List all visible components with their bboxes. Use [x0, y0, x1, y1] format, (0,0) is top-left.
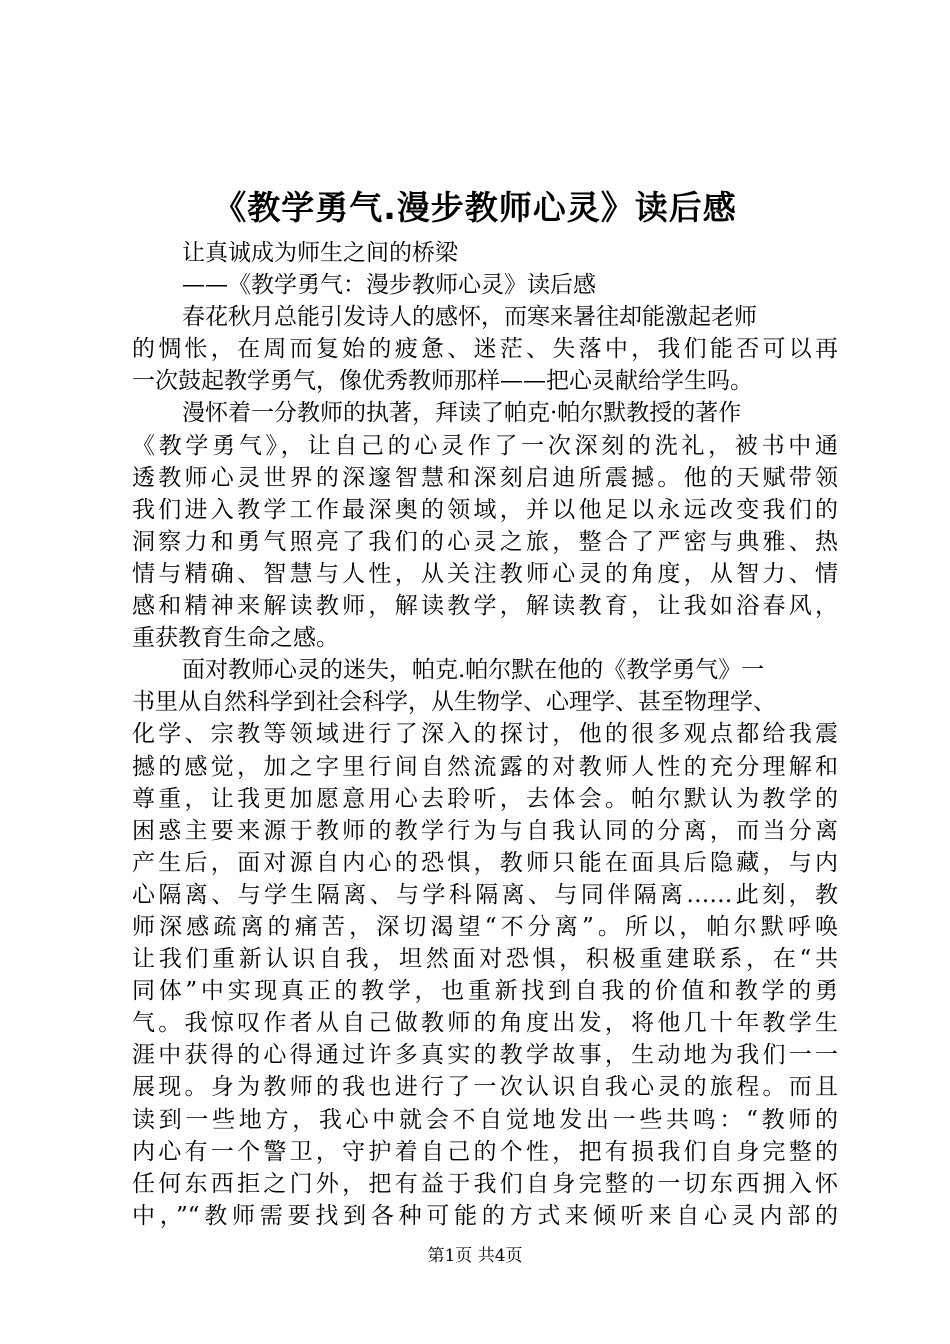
paragraph-line: 化学、宗教等领域进行了深入的探讨，他的很多观点都给我震 [132, 721, 838, 748]
paragraph-line: 气。我惊叹作者从自己做教师的角度出发，将他几十年教学生 [132, 1010, 838, 1037]
subtitle-line: 让真诚成为师生之间的桥梁 [182, 240, 458, 266]
document-body [132, 237, 838, 1232]
paragraph-line: 重获教育生命之感。 [132, 625, 339, 652]
paragraph-line: 撼的感觉，加之字里行间自然流露的对教师人性的充分理解和 [132, 753, 838, 780]
paragraph-line: 展现。身为教师的我也进行了一次认识自我心灵的旅程。而且 [132, 1074, 838, 1101]
paragraph-line: 中，”“教师需要找到各种可能的方式来倾听来自心灵内部的 [132, 1202, 838, 1229]
subtitle-line: ——《教学勇气：漫步教师心灵》读后感 [182, 272, 596, 299]
paragraph-line: 产生后，面对源自内心的恐惧，教师只能在面具后隐藏，与内 [132, 849, 838, 876]
paragraph-line: 内心有一个警卫，守护着自己的个性，把有损我们自身完整的 [132, 1138, 838, 1165]
paragraph-line: 涯中获得的心得通过许多真实的教学故事，生动地为我们一一 [132, 1042, 838, 1069]
document-title: 《教学勇气.漫步教师心灵》读后感 [213, 188, 737, 227]
paragraph-line: 师深感疏离的痛苦，深切渴望“不分离”。所以，帕尔默呼唤 [132, 913, 838, 940]
page-total: 共4页 [477, 1246, 523, 1266]
paragraph-line: 一次鼓起教学勇气，像优秀教师那样——把心灵献给学生吗。 [132, 368, 753, 395]
paragraph-line: 让我们重新认识自我，坦然面对恐惧，积极重建联系，在“共 [132, 946, 838, 973]
paragraph-line: 同体”中实现真正的教学，也重新找到自我的价值和教学的勇 [132, 978, 838, 1005]
paragraph-line: 心隔离、与学生隔离、与学科隔离、与同伴隔离……此刻，教 [132, 881, 838, 908]
paragraph-line: 《教学勇气》，让自己的心灵作了一次深刻的洗礼，被书中通 [132, 432, 838, 459]
paragraph-line: 情与精确、智慧与人性，从关注教师心灵的角度，从智力、情 [132, 560, 838, 587]
paragraph-line: 读到一些地方，我心中就会不自觉地发出一些共鸣：“教师的 [132, 1106, 838, 1133]
paragraph-line: 春花秋月总能引发诗人的感怀，而寒来暑往却能激起老师 [182, 304, 757, 331]
paragraph-line: 洞察力和勇气照亮了我们的心灵之旅，整合了严密与典雅、热 [132, 528, 838, 555]
page-number: 第1页 [427, 1246, 473, 1266]
paragraph-line: 困惑主要来源于教师的教学行为与自我认同的分离，而当分离 [132, 817, 838, 844]
paragraph-line: 漫怀着一分教师的执著，拜读了帕克·帕尔默教授的著作 [182, 400, 742, 427]
paragraph-line: 面对教师心灵的迷失，帕克.帕尔默在他的《教学勇气》一 [182, 657, 765, 684]
paragraph-line: 感和精神来解读教师，解读教学，解读教育，让我如浴春风， [132, 593, 838, 620]
paragraph-line: 尊重，让我更加愿意用心去聆听，去体会。帕尔默认为教学的 [132, 785, 838, 812]
paragraph-line: 我们进入教学工作最深奥的领域，并以他足以永远改变我们的 [132, 496, 838, 523]
paragraph-line: 任何东西拒之门外，把有益于我们自身完整的一切东西拥入怀 [132, 1170, 838, 1197]
paragraph-line: 的惆怅，在周而复始的疲惫、迷茫、失落中，我们能否可以再 [132, 336, 838, 363]
paragraph-line: 书里从自然科学到社会科学，从生物学、心理学、甚至物理学、 [132, 689, 776, 716]
page-footer [0, 1244, 950, 1268]
paragraph-line: 透教师心灵世界的深邃智慧和深刻启迪所震撼。他的天赋带领 [132, 464, 838, 491]
